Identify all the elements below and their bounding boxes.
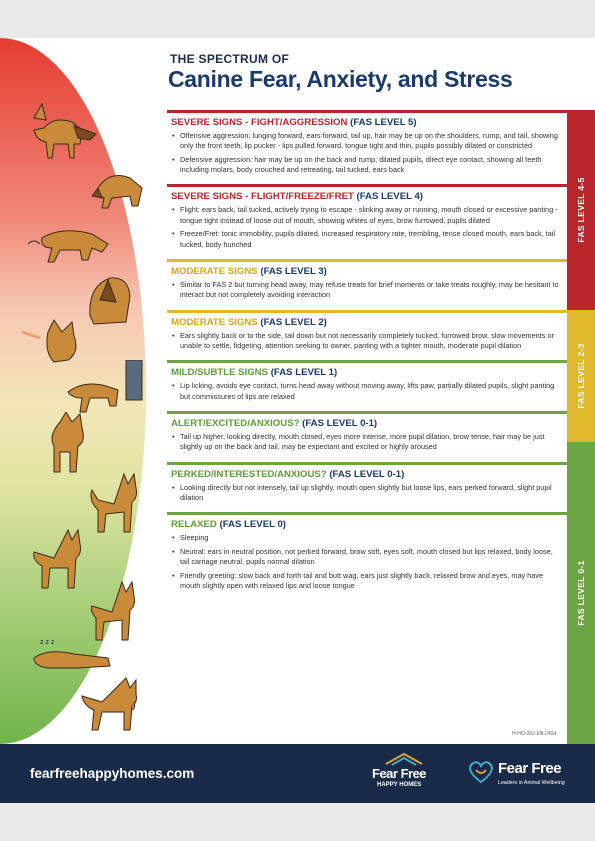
document-code: H-HO-002-EN-2404 (512, 731, 557, 737)
section-level: (FAS LEVEL 3) (260, 265, 327, 277)
section-level: (FAS LEVEL 2) (260, 316, 327, 328)
list-item: • Similar to FAS 2 but turning head away, may refuse treats for brief moments or take treats roughly, may be hesitant to interact but not completely avoiding interaction (171, 280, 561, 301)
section-title (171, 418, 561, 429)
section-category: MODERATE SIGNS (171, 316, 258, 328)
list-item: • Neutral: ears in neutral position, not perked forward, brow soft, eyes soft, mouth closed but lips relaxed, body loose, tail carriage neutral, pupils normal dilation (171, 547, 561, 568)
section-category: SEVERE SIGNS - FLIGHT/FREEZE/FRET (171, 191, 354, 203)
sleep-zzz: z z z (40, 639, 55, 646)
list-item: • Flight: ears back, tail tucked, actively trying to escape - slinking away or running, mouth closed or excessive panting - tongue tight instead of loose out of mouth, showing whites of eyes, brow furrowed, pupils dilated (171, 205, 561, 226)
section-fas-0 (167, 512, 567, 600)
section-title (171, 266, 561, 277)
logo2-name: Fear Free (498, 760, 562, 777)
dog-illustration-flight (22, 208, 118, 270)
section-fas-4 (167, 184, 567, 258)
heart-paw-icon (468, 760, 494, 784)
section-fas-3 (167, 259, 567, 310)
section-title (171, 367, 561, 378)
section-fas-1 (167, 360, 567, 411)
list-item: • Tail up higher, looking directly, mouth closed, eyes more intense, more pupil dilation, brow tense, hair may be just slightly up on the back and tail, may be expectant and excited or highly aroused (171, 432, 561, 453)
fear-free-happy-homes-logo (368, 752, 440, 796)
section-level: (FAS LEVEL 4) (356, 191, 423, 203)
section-title (171, 317, 561, 328)
dog-illustration-greeting (76, 672, 148, 738)
section-category: ALERT/EXCITED/ANXIOUS? (171, 418, 300, 430)
section-category: MILD/SUBTLE SIGNS (171, 367, 269, 379)
section-title (171, 117, 561, 128)
logo2-subtitle: Leaders in Animal Wellbeing (498, 780, 565, 786)
title-eyebrow: THE SPECTRUM OF (170, 52, 290, 66)
fas-sections (167, 110, 567, 600)
section-level: (FAS LEVEL 1) (270, 367, 338, 379)
side-band-fas-0-1 (567, 442, 595, 744)
section-category: SEVERE SIGNS - FIGHT/AGGRESSION (171, 117, 348, 128)
side-label: FAS LEVEL 0-1 (576, 560, 586, 626)
section-fas-5 (167, 110, 567, 184)
section-fas-0-1-perked (167, 462, 567, 513)
section-level: (FAS LEVEL 5) (350, 117, 417, 128)
section-category: RELAXED (171, 519, 217, 531)
section-fas-0-1-alert (167, 411, 567, 462)
footer (0, 744, 595, 803)
side-band-fas-2-3 (567, 310, 595, 442)
list-item: • Friendly greeting: slow back and forth tail and butt wag, ears just slightly back, relaxed brow and eyes, may have mouth slightly open with relaxed lips and loose tongue (171, 571, 561, 592)
fear-free-logo (468, 752, 578, 796)
section-level: (FAS LEVEL 0-1) (302, 418, 378, 430)
dog-illustration-offensive (24, 100, 104, 166)
section-category: MODERATE SIGNS (171, 265, 258, 277)
logo1-subtitle: HAPPY HOMES (377, 782, 422, 788)
handout-page (0, 38, 595, 803)
footer-url-link[interactable]: fearfreehappyhomes.com (30, 766, 195, 781)
section-title (171, 191, 561, 202)
side-label: FAS LEVEL 2-3 (576, 343, 586, 409)
section-level: (FAS LEVEL 0-1) (329, 468, 405, 480)
side-label: FAS LEVEL 4-5 (576, 177, 586, 243)
list-item: • Defensive aggression: hair may be up on the back and rump, dilated pupils, direct eye contact, showing all teeth including molars, body crouched and retreating, tail tucked, ears back (171, 155, 561, 176)
logo1-name: Fear Free (372, 766, 427, 781)
section-title (171, 519, 561, 530)
section-fas-2 (167, 310, 567, 361)
side-band-fas-4-5 (567, 110, 595, 310)
list-item: • Lip licking, avoids eye contact, turns head away without moving away, lifts paw, partially dilated pupils, slight panting but commissures of lips are relaxed (171, 381, 561, 402)
dog-illustration-fas1 (30, 412, 106, 478)
section-title (171, 469, 561, 480)
list-item: • Ears slightly back or to the side, tail down but not necessarily completely tucked, furrowed brow, slow movements or unable to settle, fidgeting, attention seeking to owner, panting with a tighter mouth, moderate pupil dilation (171, 331, 561, 352)
list-item: • Looking directly but not intensely, tail up slightly, mouth open slightly but loose lips, ears perked forward, slight pupil dilation (171, 483, 561, 504)
house-roof-icon (384, 752, 424, 766)
page-title: Canine Fear, Anxiety, and Stress (168, 66, 513, 92)
section-category: PERKED/INTERESTED/ANXIOUS? (171, 468, 327, 480)
list-item: • Offensive aggression: lunging forward, ears forward, tail up, hair may be up on the shoulders, rump, and tail, showing only the front teeth, lip pucker - lips pulled forward, tongue tight and thin, pupils possibly dilated or constricted (171, 131, 561, 152)
section-level: (FAS LEVEL 0) (219, 519, 286, 531)
list-item: • Sleeping (171, 533, 561, 543)
list-item: • Freeze/Fret: tonic immobility, pupils dilated, increased respiratory rate, trembling, tense closed mouth, ears back, tail tucked, body hunched (171, 229, 561, 250)
